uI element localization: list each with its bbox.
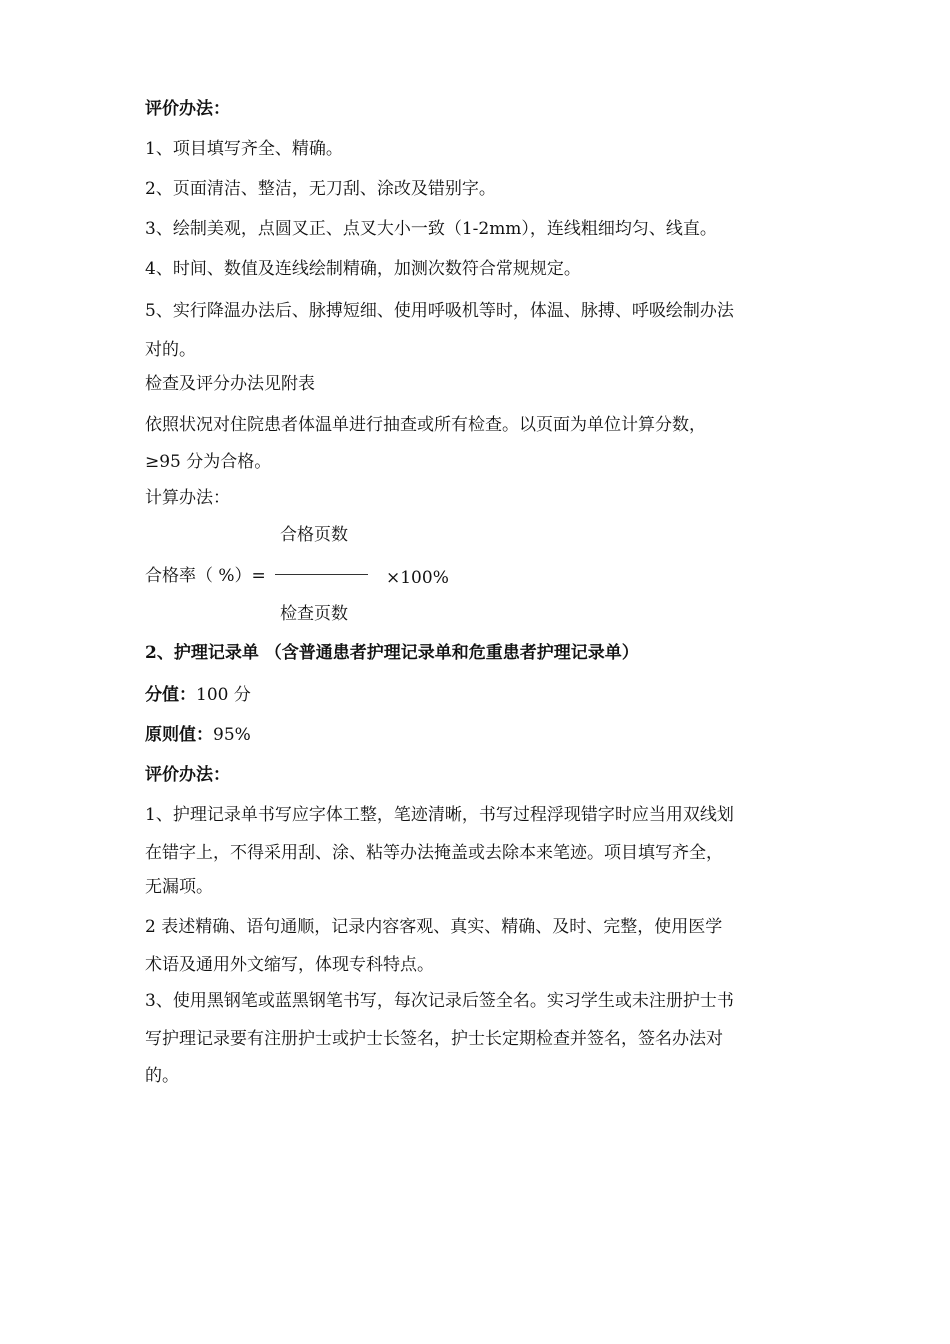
formula-label: 合格率（ %）= [145, 566, 266, 586]
record-item-1-line-3: 无漏项。 [145, 877, 213, 897]
eval-method-heading-2: 评价办法： [145, 765, 230, 785]
criterion-5-line-1: 5、实行降温办法后、脉搏短细、使用呼吸机等时，体温、脉搏、呼吸绘制办法 [145, 301, 734, 321]
record-item-3-line-2: 写护理记录要有注册护士或护士长签名，护士长定期检查并签名，签名办法对 [145, 1029, 723, 1049]
formula-denominator: 检查页数 [280, 604, 348, 624]
basis-line-1: 依照状况对住院患者体温单进行抽查或所有检查。以页面为单位计算分数， [145, 415, 706, 435]
record-item-1-line-1: 1、护理记录单书写应字体工整，笔迹清晰，书写过程浮现错字时应当用双线划 [145, 805, 734, 825]
standard-value: 95% [213, 725, 251, 745]
score-line [145, 684, 251, 706]
record-item-3-line-3: 的。 [145, 1066, 179, 1086]
basis-line-2: ≥95 分为合格。 [145, 452, 272, 472]
record-item-2-line-1: 2 表述精确、语句通顺，记录内容客观、真实、精确、及时、完整，使用医学 [145, 917, 723, 937]
section-2-title: 2、护理记录单 （含普通患者护理记录单和危重患者护理记录单） [145, 643, 639, 663]
record-item-2-line-2: 术语及通用外文缩写，体现专科特点。 [145, 955, 434, 975]
criterion-2: 2、页面清洁、整洁，无刀刮、涂改及错别字。 [145, 179, 496, 199]
standard-line [145, 724, 251, 746]
record-item-3-line-1: 3、使用黑钢笔或蓝黑钢笔书写，每次记录后签全名。实习学生或未注册护士书 [145, 991, 734, 1011]
formula-multiplier: ×100% [386, 568, 449, 588]
eval-method-heading: 评价办法： [145, 99, 230, 119]
standard-label: 原则值： [145, 725, 213, 745]
score-value: 100 分 [196, 685, 251, 705]
criterion-5-line-2: 对的。 [145, 340, 196, 360]
criterion-4: 4、时间、数值及连线绘制精确，加测次数符合常规规定。 [145, 259, 581, 279]
criterion-1: 1、项目填写齐全、精确。 [145, 139, 343, 159]
formula-numerator: 合格页数 [280, 525, 348, 545]
calc-method-heading: 计算办法： [145, 488, 230, 508]
score-label: 分值： [145, 685, 196, 705]
check-note: 检查及评分办法见附表 [145, 374, 315, 394]
criterion-3: 3、绘制美观，点圆叉正、点叉大小一致（1-2mm），连线粗细均匀、线直。 [145, 219, 717, 239]
fraction-bar [275, 574, 368, 575]
record-item-1-line-2: 在错字上，不得采用刮、涂、粘等办法掩盖或去除本来笔迹。项目填写齐全， [145, 843, 723, 863]
